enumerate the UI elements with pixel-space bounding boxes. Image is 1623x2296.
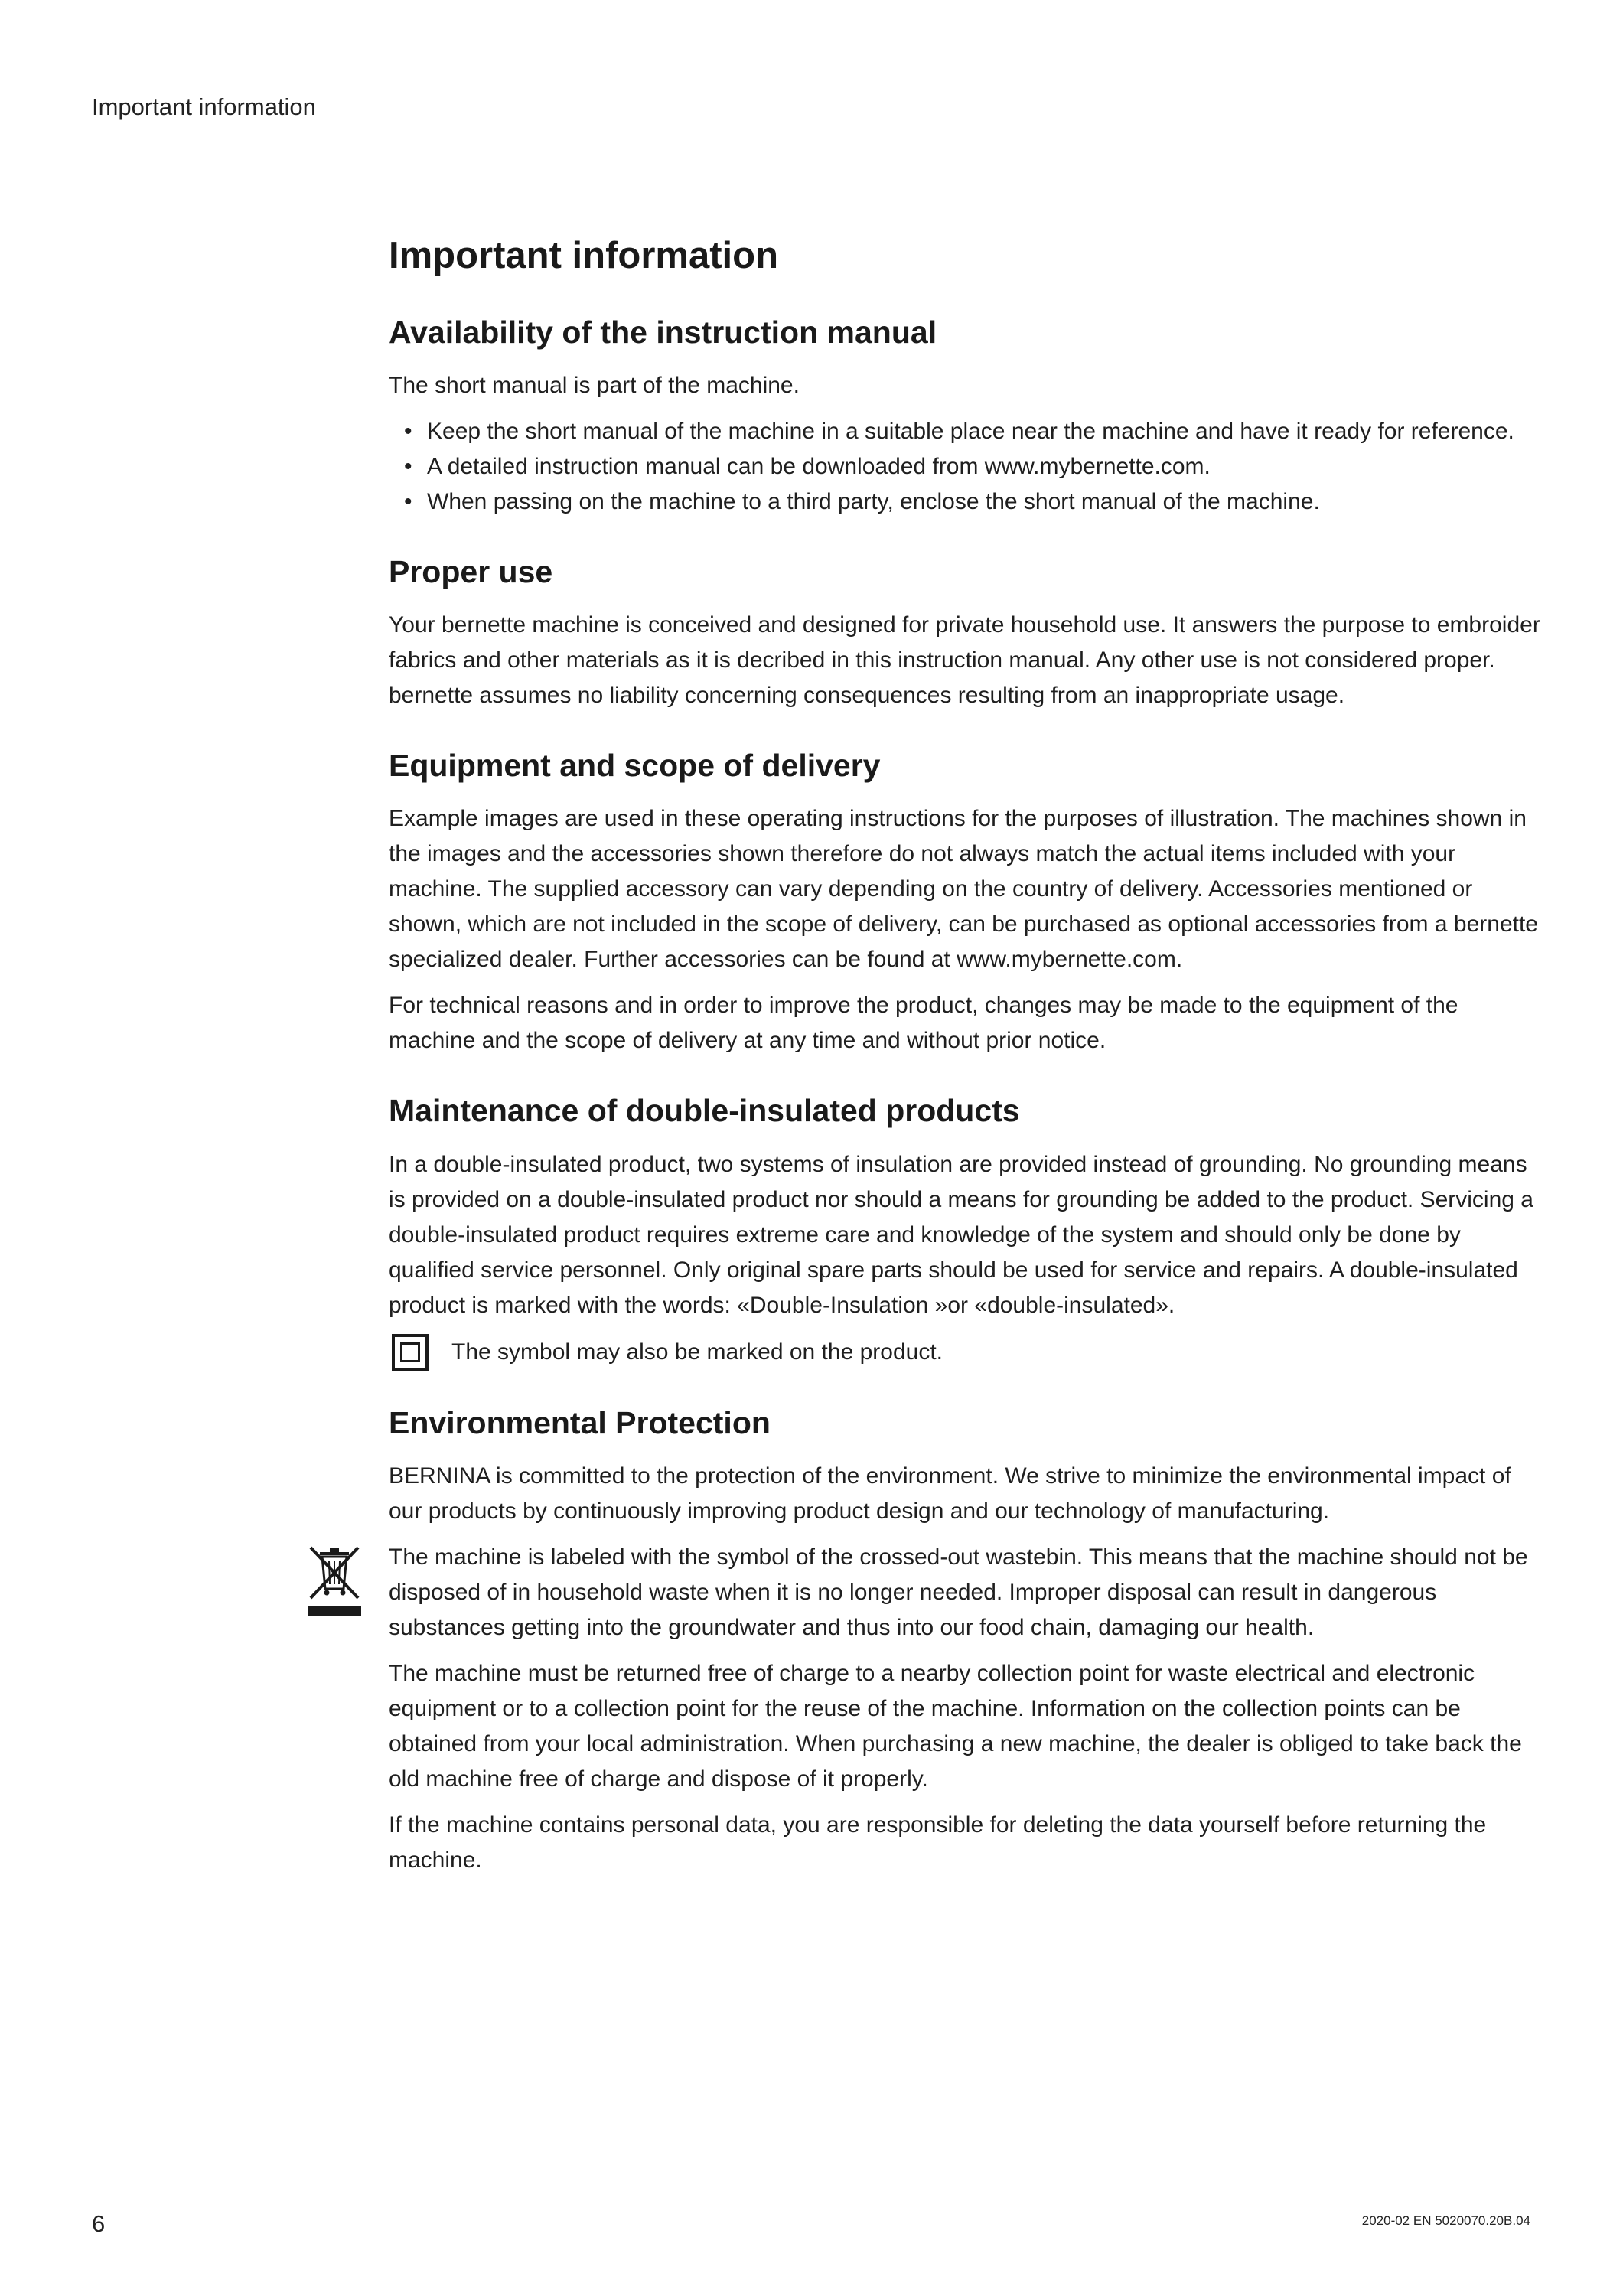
- page-content: [389, 233, 1546, 1912]
- paragraph: The machine is labeled with the symbol of the crossed-out wastebin. This means that the machine should not be disposed of in household waste when it is no longer needed. Improper disposal can result in dangerous substances getting into the groundwater and thus into our food chain, damaging our health.: [389, 1544, 1528, 1640]
- section-heading: Availability of the instruction manual: [389, 314, 937, 350]
- double-insulation-icon: [392, 1334, 429, 1371]
- list-item-text: Keep the short manual of the machine in a suitable place near the machine and have it ready for reference.: [427, 418, 1514, 444]
- bullet-glyph: •: [404, 418, 412, 444]
- running-head: Important information: [92, 93, 316, 120]
- list-item: [389, 484, 1546, 520]
- paragraph: Your bernette machine is conceived and designed for private household use. It answers the purpose to embroider fabrics and other materials as it is decribed in this instruction manual. Any other use is not considered proper. bernette assumes no liability concerning consequences resulting from an inappropriate usage.: [389, 612, 1540, 709]
- page-number: 6: [92, 2210, 106, 2237]
- section-proper-use: [389, 553, 1546, 713]
- list-item-text: A detailed instruction manual can be downloaded from www.mybernette.com.: [427, 453, 1211, 479]
- list-item: [389, 414, 1546, 449]
- symbol-note: The symbol may also be marked on the product.: [451, 1339, 943, 1365]
- section-environment: [389, 1404, 1546, 1878]
- document-code: 2020-02 EN 5020070.20B.04: [1361, 2213, 1530, 2228]
- paragraph: The machine must be returned free of charge to a nearby collection point for waste electrical and electronic equipment or to a collection point for the reuse of the machine. Information on the collection points can be obtained from your local administration. When purchasing a new machine, the dealer is obliged to take back the old machine free of charge and dispose of it properly.: [389, 1660, 1522, 1792]
- section-availability: [389, 314, 1546, 520]
- section-equipment: [389, 747, 1546, 1058]
- weee-paragraph-wrap: [389, 1540, 1546, 1645]
- section-heading: Equipment and scope of delivery: [389, 748, 881, 784]
- crossed-out-wastebin-icon: [306, 1544, 363, 1618]
- list-item: [389, 449, 1546, 484]
- section-maintenance: [389, 1092, 1546, 1370]
- list-item-text: When passing on the machine to a third party, enclose the short manual of the machine.: [427, 488, 1320, 514]
- bullet-list: [389, 414, 1546, 520]
- section-heading: Proper use: [389, 553, 553, 589]
- bullet-glyph: •: [404, 453, 412, 479]
- paragraph: Example images are used in these operating instructions for the purposes of illustration. The machines shown in the images and the accessories shown therefore do not always match the actual items included with your machine. The supplied accessory can vary depending on the country of delivery. Accessories mentioned or shown, which are not included in the scope of delivery, can be purchased as optional accessories from a bernette specialized dealer. Further accessories can be found at www.mybernette.com.: [389, 806, 1538, 973]
- paragraph: In a double-insulated product, two systems of insulation are provided instead of grounding. No grounding means is provided on a double-insulated product nor should a means for grounding be added to the product. Servicing a double-insulated product requires extreme care and knowledge of the system and should only be done by qualified service personnel. Only original spare parts should be used for service and repairs. A double-insulated product is marked with the words: «Double-Insulation »or «double-insulated».: [389, 1151, 1533, 1318]
- bullet-glyph: •: [404, 488, 412, 514]
- paragraph: BERNINA is committed to the protection of the environment. We strive to minimize the environmental impact of our products by continuously improving product design and our technology of manufacturing.: [389, 1463, 1511, 1524]
- paragraph: For technical reasons and in order to improve the product, changes may be made to the equipment of the machine and the scope of delivery at any time and without prior notice.: [389, 993, 1458, 1054]
- symbol-note-row: [389, 1334, 1546, 1371]
- page-title: Important information: [389, 235, 779, 276]
- section-heading: Environmental Protection: [389, 1404, 771, 1440]
- paragraph: The short manual is part of the machine.: [389, 372, 800, 398]
- paragraph: If the machine contains personal data, you are responsible for deleting the data yourself before returning the machine.: [389, 1812, 1487, 1873]
- section-heading: Maintenance of double-insulated products: [389, 1093, 1020, 1129]
